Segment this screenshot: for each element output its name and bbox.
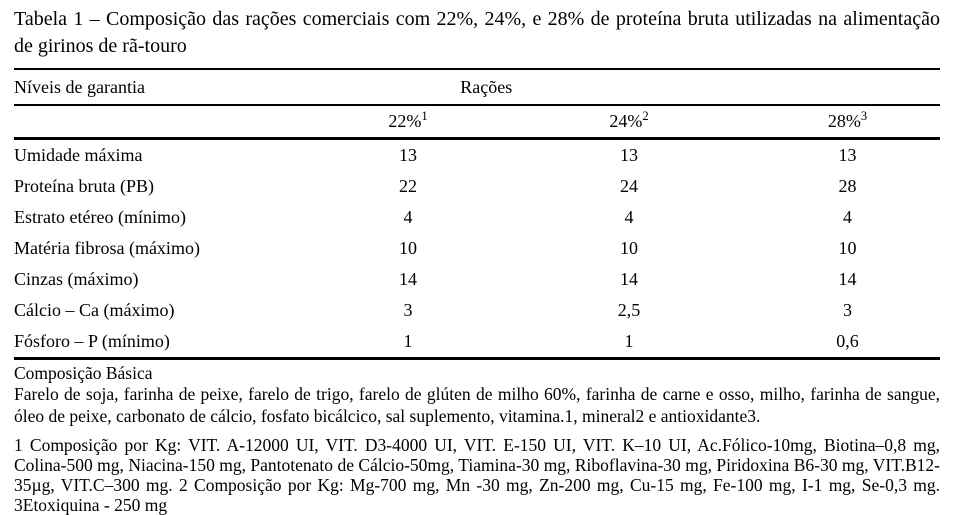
row-label: Cinzas (máximo) [14,269,139,289]
row-value: 1 [624,331,634,351]
header-group-label: Rações [460,76,513,97]
table-row [14,233,940,264]
row-value: 14 [838,269,857,289]
basic-composition-heading: Composição Básica [14,363,153,383]
row-label: Matéria fibrosa (máximo) [14,238,200,258]
row-label: Umidade máxima [14,145,143,165]
row-value: 13 [399,145,417,165]
column-header-28 [741,111,940,132]
row-value: 4 [843,207,852,227]
table-header-group-row [14,70,940,106]
row-label: Proteína bruta (PB) [14,176,154,196]
row-value: 3 [403,300,413,320]
row-value: 14 [399,269,417,289]
footnotes-text: 1 Composição por Kg: VIT. A-12000 UI, VIT. D3-4000 UI, VIT. E-150 UI, VIT. K–10 UI, Ac.Fólico-10mg, Biotina–0,8 mg, Colina-500 mg, Niacina-150 mg, Pantotenato de Cálcio-50mg, Tiamina-30 mg, Riboflavina-30 mg, Piridoxina B6-30 mg, VIT.B12-35µg, VIT.C–300 mg. 2 Composição por Kg: Mg-700 mg, Mn -30 mg, Zn-200 mg, Cu-15 mg, Fe-100 mg, I-1 mg, Se-0,3 mg. 3Etoxiquina - 250 mg [14,435,940,515]
column-header-24-label: 24% [609,111,643,131]
row-value: 4 [403,207,413,227]
table-row [14,171,940,202]
column-header-22 [299,111,517,132]
row-value: 0,6 [836,331,859,351]
row-value: 22 [399,176,417,196]
column-header-24 [517,111,741,132]
table-row [14,326,940,357]
row-value: 14 [620,269,638,289]
feed-composition-table [14,68,940,360]
row-label: Fósforo – P (mínimo) [14,331,170,351]
table-row [14,140,940,171]
table-header-columns-row [14,106,940,140]
column-header-22-footnote-marker: 1 [421,109,428,123]
table-row [14,295,940,326]
row-label: Estrato etéreo (mínimo) [14,207,186,227]
row-value: 4 [624,207,634,227]
header-levels-label: Níveis de garantia [14,76,145,97]
row-value: 10 [620,238,638,258]
column-header-28-label: 28% [827,111,861,131]
column-header-22-label: 22% [388,111,422,131]
row-value: 28 [838,176,857,196]
row-value: 2,5 [617,300,641,320]
row-value: 13 [620,145,638,165]
row-value: 13 [838,145,857,165]
row-value: 24 [620,176,638,196]
table-row [14,264,940,295]
row-value: 10 [838,238,857,258]
row-value: 1 [403,331,413,351]
row-value: 10 [399,238,417,258]
basic-composition-text: Farelo de soja, farinha de peixe, farelo de trigo, farelo de glúten de milho 60%, farinha de carne e osso, milho, farinha de sangue, óleo de peixe, carbonato de cálcio, fosfato bicálcico, sal suplemento, vitamina.1, mineral2 e antioxidante3. [14,384,940,426]
column-header-28-footnote-marker: 3 [860,109,868,123]
table-row [14,202,940,233]
column-header-24-footnote-marker: 2 [642,109,649,123]
table-caption: Tabela 1 – Composição das rações comerciais com 22%, 24%, e 28% de proteína bruta utilizadas na alimentação de girinos de rã-touro [14,8,940,57]
row-value: 3 [843,300,852,320]
row-label: Cálcio – Ca (máximo) [14,300,175,320]
